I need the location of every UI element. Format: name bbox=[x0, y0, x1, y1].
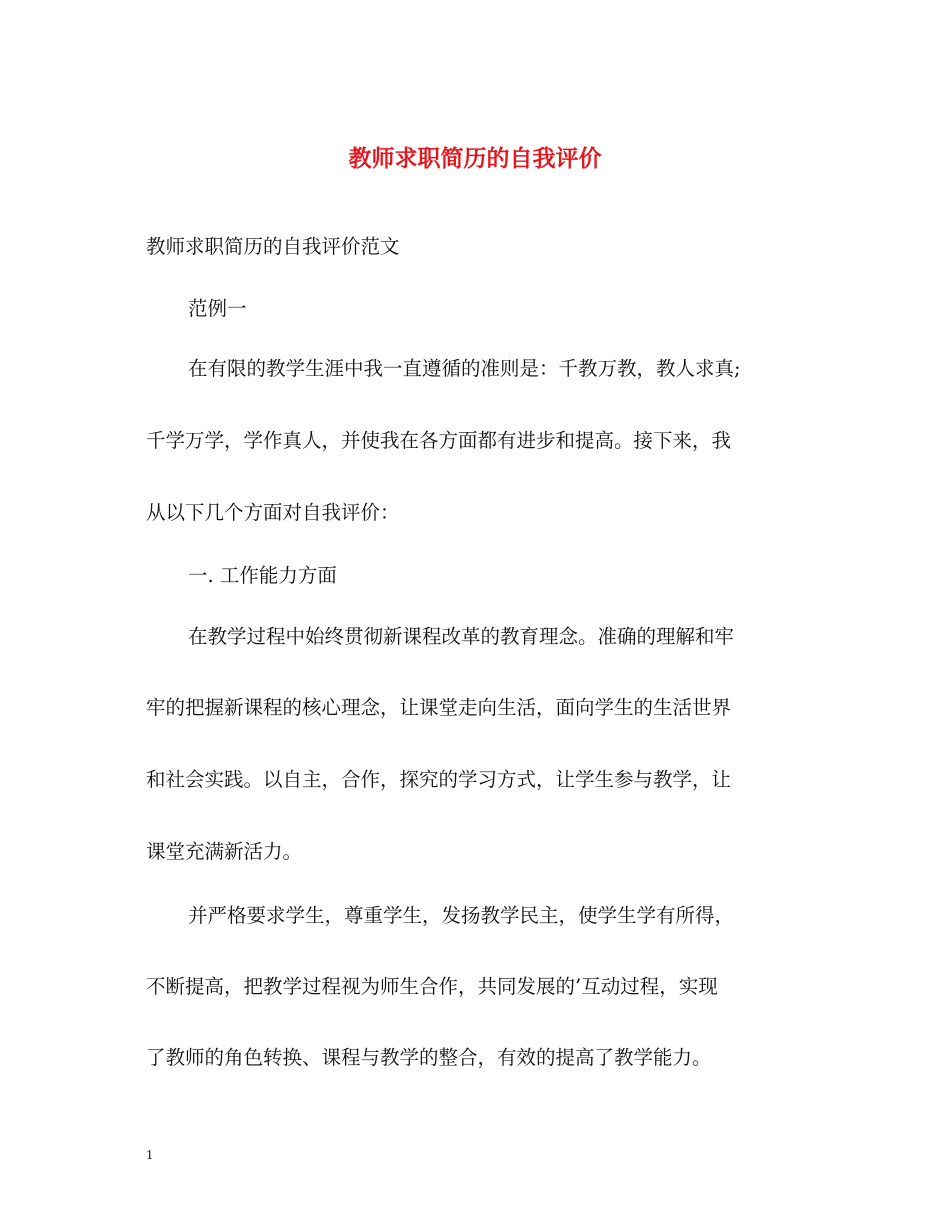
paragraph-line: 在教学过程中始终贯彻新课程改革的教育理念。准确的理解和牢 bbox=[188, 625, 735, 648]
paragraph-line: 千学万学，学作真人，并使我在各方面都有进步和提高。接下来，我 bbox=[146, 429, 732, 452]
paragraph-line: 牢的把握新课程的核心理念，让课堂走向生活，面向学生的生活世界 bbox=[146, 696, 732, 719]
paragraph-line: 了教师的角色转换、课程与教学的整合，有效的提高了教学能力。 bbox=[146, 1046, 712, 1069]
paragraph-line: 并严格要求学生，尊重学生，发扬教学民主，使学生学有所得， bbox=[188, 904, 735, 927]
paragraph-line: 课堂充满新活力。 bbox=[146, 840, 303, 863]
document-title: 教师求职简历的自我评价 bbox=[348, 145, 602, 172]
paragraph-line: 不断提高，把教学过程视为师生合作，共同发展的’互动过程，实现 bbox=[146, 975, 718, 998]
section-heading: 一. 工作能力方面 bbox=[188, 564, 337, 587]
document-subtitle: 教师求职简历的自我评价范文 bbox=[146, 235, 400, 258]
paragraph-line: 和社会实践。以自主，合作，探究的学习方式，让学生参与教学，让 bbox=[146, 768, 732, 791]
paragraph-line: 从以下几个方面对自我评价： bbox=[146, 501, 400, 524]
example-heading: 范例一 bbox=[188, 297, 247, 320]
paragraph-line: 在有限的教学生涯中我一直遵循的准则是：千教万教，教人求真; bbox=[188, 357, 741, 380]
page-number: 1 bbox=[146, 1148, 153, 1163]
